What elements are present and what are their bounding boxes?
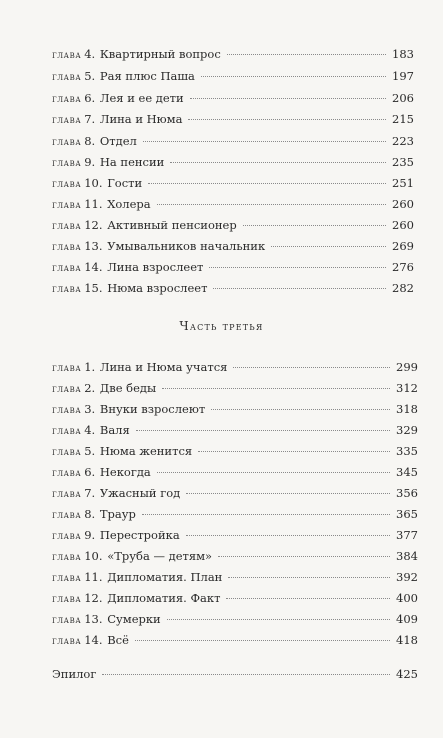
chapter-label: глава — [52, 115, 82, 126]
page-number: 197 — [392, 69, 414, 83]
page-number: 365 — [396, 507, 418, 521]
chapter-number: 12. — [84, 591, 103, 605]
page-number: 260 — [392, 218, 414, 232]
toc-entry — [52, 402, 418, 418]
toc-entry — [52, 155, 414, 171]
chapter-title: Нюма взрослеет — [107, 281, 208, 295]
chapter-number: 11. — [84, 570, 103, 584]
chapter-title: Лина и Нюма учатся — [99, 360, 228, 374]
chapter-number: 5. — [84, 444, 96, 458]
page-number: 276 — [392, 260, 414, 274]
toc-entry — [52, 112, 414, 128]
toc-entry — [52, 528, 418, 544]
chapter-number: 4. — [84, 423, 96, 437]
chapter-title: Сумерки — [107, 612, 161, 626]
dot-leader — [102, 674, 390, 675]
dot-leader — [148, 183, 386, 184]
toc-entry — [52, 197, 414, 213]
chapter-number: 8. — [84, 507, 96, 521]
chapter-label: глава — [52, 447, 82, 458]
dot-leader — [170, 162, 386, 163]
toc-entry — [52, 612, 418, 628]
page-number: 269 — [392, 239, 414, 253]
page-number: 260 — [392, 197, 414, 211]
chapter-label: глава — [52, 573, 82, 584]
toc-entry — [52, 633, 418, 649]
page-number: 299 — [396, 360, 418, 374]
epilog-label: Эпилог — [52, 667, 97, 681]
dot-leader — [213, 288, 386, 289]
dot-leader — [227, 54, 386, 55]
chapter-label: глава — [52, 531, 82, 542]
chapter-title: Ужасный год — [99, 486, 181, 500]
chapter-label: глава — [52, 137, 82, 148]
chapter-number: 15. — [84, 281, 103, 295]
chapter-number: 11. — [84, 197, 103, 211]
dot-leader — [243, 225, 386, 226]
chapter-title: Траур — [99, 507, 136, 521]
chapter-number: 6. — [84, 91, 96, 105]
chapter-title: Рая плюс Паша — [99, 69, 195, 83]
chapter-label: глава — [52, 594, 82, 605]
toc-entry — [52, 218, 414, 234]
toc-entry — [52, 360, 418, 376]
dot-leader — [201, 76, 386, 77]
chapter-label: глава — [52, 158, 82, 169]
chapter-title: Умывальников начальник — [107, 239, 266, 253]
dot-leader — [211, 409, 390, 410]
page-number: 335 — [396, 444, 418, 458]
chapter-title: Внуки взрослеют — [99, 402, 206, 416]
page-number: 377 — [396, 528, 418, 542]
dot-leader — [157, 204, 386, 205]
toc-epilog — [52, 667, 418, 681]
chapter-label: глава — [52, 263, 82, 274]
chapter-number: 4. — [84, 47, 96, 61]
chapter-number: 7. — [84, 112, 96, 126]
chapter-number: 13. — [84, 612, 103, 626]
chapter-label: глава — [52, 405, 82, 416]
chapter-number: 2. — [84, 381, 96, 395]
chapter-label: глава — [52, 221, 82, 232]
dot-leader — [157, 472, 390, 473]
toc-entry — [52, 465, 418, 481]
chapter-number: 12. — [84, 218, 103, 232]
page-number: 235 — [392, 155, 414, 169]
toc-entry — [52, 381, 418, 397]
chapter-number: 13. — [84, 239, 103, 253]
chapter-title: Холера — [107, 197, 151, 211]
page-number: 183 — [392, 47, 414, 61]
toc-entry — [52, 91, 414, 107]
chapter-title: На пенсии — [99, 155, 165, 169]
dot-leader — [209, 267, 386, 268]
dot-leader — [142, 514, 390, 515]
chapter-number: 3. — [84, 402, 96, 416]
chapter-number: 7. — [84, 486, 96, 500]
chapter-label: глава — [52, 242, 82, 253]
chapter-title: Нюма женится — [99, 444, 193, 458]
dot-leader — [186, 535, 390, 536]
dot-leader — [143, 141, 386, 142]
dot-leader — [188, 119, 386, 120]
page-number: 329 — [396, 423, 418, 437]
page-number: 251 — [392, 176, 414, 190]
page-number: 223 — [392, 134, 414, 148]
toc-entry — [52, 239, 414, 255]
chapter-number: 14. — [84, 260, 103, 274]
page-number: 206 — [392, 91, 414, 105]
chapter-label: глава — [52, 50, 82, 61]
chapter-title: Активный пенсионер — [107, 218, 237, 232]
toc-entry — [52, 570, 418, 586]
toc-entry — [52, 444, 418, 460]
chapter-number: 1. — [84, 360, 96, 374]
toc-entry — [52, 260, 414, 276]
chapter-label: глава — [52, 615, 82, 626]
toc-entry — [52, 591, 418, 607]
chapter-number: 6. — [84, 465, 96, 479]
chapter-title: «Труба — детям» — [107, 549, 213, 563]
page-number: 215 — [392, 112, 414, 126]
page-number: 392 — [396, 570, 418, 584]
toc-entry — [52, 486, 418, 502]
toc-entry — [52, 69, 414, 85]
chapter-number: 9. — [84, 528, 96, 542]
chapter-title: Некогда — [99, 465, 151, 479]
dot-leader — [226, 598, 390, 599]
dot-leader — [228, 577, 390, 578]
page-number: 409 — [396, 612, 418, 626]
dot-leader — [218, 556, 390, 557]
dot-leader — [186, 493, 390, 494]
chapter-title: Квартирный вопрос — [99, 47, 221, 61]
page-number: 345 — [396, 465, 418, 479]
chapter-title: Две беды — [99, 381, 157, 395]
page-number: 282 — [392, 281, 414, 295]
dot-leader — [271, 246, 386, 247]
toc-entry — [52, 281, 414, 297]
page-number: 356 — [396, 486, 418, 500]
chapter-number: 10. — [84, 176, 103, 190]
dot-leader — [190, 98, 386, 99]
chapter-title: Лина взрослеет — [107, 260, 204, 274]
chapter-label: глава — [52, 510, 82, 521]
chapter-number: 8. — [84, 134, 96, 148]
chapter-title: Отдел — [99, 134, 137, 148]
chapter-title: Валя — [99, 423, 130, 437]
chapter-label: глава — [52, 426, 82, 437]
chapter-title: Дипломатия. План — [107, 570, 223, 584]
chapter-title: Всё — [107, 633, 129, 647]
chapter-label: глава — [52, 200, 82, 211]
toc-entry — [52, 549, 418, 565]
page-number: 318 — [396, 402, 418, 416]
chapter-title: Дипломатия. Факт — [107, 591, 221, 605]
chapter-label: глава — [52, 636, 82, 647]
chapter-number: 14. — [84, 633, 103, 647]
chapter-number: 10. — [84, 549, 103, 563]
page-number: 384 — [396, 549, 418, 563]
dot-leader — [162, 388, 390, 389]
page-number: 312 — [396, 381, 418, 395]
chapter-title: Гости — [107, 176, 143, 190]
toc-entry — [52, 423, 418, 439]
chapter-label: глава — [52, 384, 82, 395]
toc-entry — [52, 507, 418, 523]
chapter-label: глава — [52, 552, 82, 563]
chapter-title: Перестройка — [99, 528, 180, 542]
chapter-label: глава — [52, 72, 82, 83]
chapter-label: глава — [52, 489, 82, 500]
chapter-title: Лея и ее дети — [99, 91, 184, 105]
page-number: 400 — [396, 591, 418, 605]
toc-entry — [52, 134, 414, 150]
dot-leader — [198, 451, 390, 452]
chapter-number: 5. — [84, 69, 96, 83]
dot-leader — [135, 640, 390, 641]
chapter-title: Лина и Нюма — [99, 112, 183, 126]
chapter-label: глава — [52, 284, 82, 295]
dot-leader — [167, 619, 390, 620]
chapter-label: глава — [52, 363, 82, 374]
toc-entry — [52, 47, 414, 63]
chapter-number: 9. — [84, 155, 96, 169]
page-number: 425 — [396, 667, 418, 681]
toc-entry — [52, 176, 414, 192]
chapter-label: глава — [52, 179, 82, 190]
dot-leader — [136, 430, 390, 431]
chapter-label: глава — [52, 94, 82, 105]
part-heading: Часть третья — [179, 319, 264, 333]
chapter-label: глава — [52, 468, 82, 479]
page-number: 418 — [396, 633, 418, 647]
dot-leader — [233, 367, 390, 368]
